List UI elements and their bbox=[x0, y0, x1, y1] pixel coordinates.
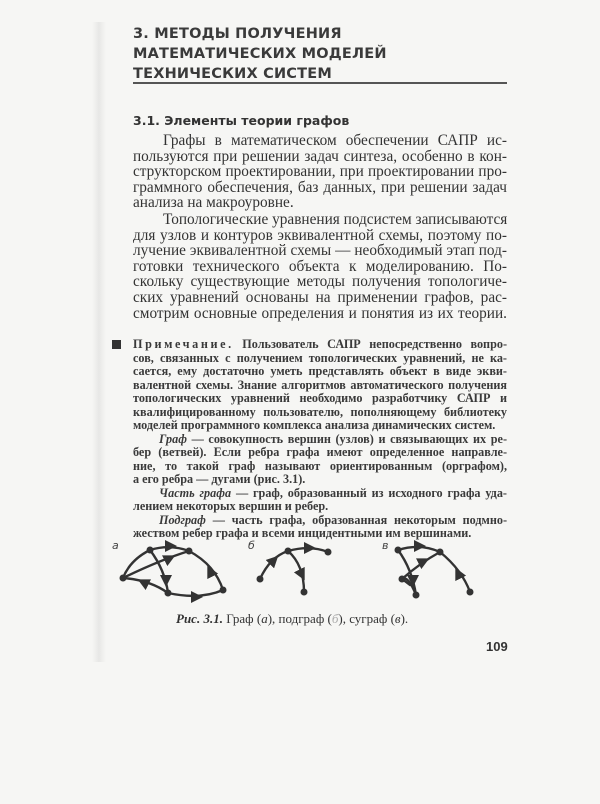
figure-3-1 bbox=[110, 535, 510, 615]
note-block bbox=[133, 338, 507, 541]
text-line: пользуются при решении задач синтеза, особенно в кон- bbox=[133, 147, 507, 165]
chapter-title-line: 3. МЕТОДЫ ПОЛУЧЕНИЯ bbox=[133, 26, 342, 42]
text-line: для узлов и контуров эквивалентной схемы, поэтому по- bbox=[133, 226, 507, 244]
text-line: жеством ребер графа и всеми инцидентными им вершинами. bbox=[133, 526, 472, 540]
page-number: 109 bbox=[486, 639, 508, 654]
text-line: валентной схемы. Знание алгоритмов автоматического получения bbox=[133, 377, 507, 392]
text-line: ских уравнений основаны на применении графов, рас- bbox=[133, 288, 507, 306]
term: Подграф bbox=[159, 512, 206, 527]
definition-subgraph: Подграф — часть графа, образованная некоторым подмно- bbox=[159, 512, 507, 527]
figure-caption: Рис. 3.1. Граф (а), подграф (б), суграф (в). bbox=[176, 611, 409, 626]
text-line: моделей программного комплекса анализа динамических систем. bbox=[133, 418, 496, 432]
note-label: Примечание. bbox=[133, 337, 234, 351]
graph-c bbox=[398, 546, 470, 595]
definition-graph: Граф — совокупность вершин (узлов) и связывающих их ре- bbox=[159, 431, 507, 446]
text-line: сается, ему достаточно уметь представлять объект в виде экви- bbox=[133, 364, 507, 378]
chapter-title bbox=[133, 24, 513, 84]
chapter-title-line: ТЕХНИЧЕСКИХ СИСТЕМ bbox=[133, 66, 332, 82]
text-line: лением некоторых вершин и ребер. bbox=[133, 499, 329, 513]
paragraph-graphs-in-cad bbox=[133, 133, 507, 211]
figure-label-c: в bbox=[382, 539, 389, 552]
text-line: готовки технического объекта к моделированию. По- bbox=[133, 257, 507, 275]
text-line: структорском проектировании, при проектировании про- bbox=[133, 163, 507, 181]
text-line: скольку существующие методы получения топологиче- bbox=[133, 273, 507, 291]
text-line: ние, то такой граф называют ориентированным (орграфом), bbox=[133, 458, 507, 473]
term: Граф bbox=[159, 431, 187, 446]
graph-a bbox=[123, 546, 223, 597]
chapter-title-line: МАТЕМАТИЧЕСКИХ МОДЕЛЕЙ bbox=[133, 46, 387, 62]
term: Часть графа bbox=[159, 485, 232, 500]
text-line: анализа на макроуровне. bbox=[133, 194, 294, 212]
section-title: 3.1. Элементы теории графов bbox=[133, 113, 350, 128]
text-line: сов, связанных с получением топологических уравнений, не ка- bbox=[133, 350, 507, 365]
paragraph-topological-equations bbox=[133, 212, 507, 321]
text-line: квалифицированному пользователю, пополняющему библиотеку bbox=[133, 404, 507, 419]
text-line: Топологические уравнения подсистем записываются bbox=[163, 211, 508, 228]
text-line: смотрим основные определения и понятия из их теории. bbox=[133, 304, 507, 322]
text-line: лучение эквивалентной схемы — необходимый этап под- bbox=[133, 242, 507, 260]
graph-diagrams bbox=[110, 535, 510, 615]
text-line: Графы в математическом обеспечении САПР ис- bbox=[163, 132, 507, 149]
figure-label-b: б bbox=[248, 539, 255, 552]
note-marker-icon bbox=[112, 340, 121, 349]
graph-b bbox=[260, 548, 328, 592]
text-line: бер (ветвей). Если ребра графа имеют определенное направле- bbox=[133, 445, 507, 459]
text-line: граммного обеспечения, баз данных, при решении задач bbox=[133, 178, 507, 196]
text-line: Примечание. Пользователь САПР непосредственно вопро- bbox=[133, 337, 507, 351]
figure-number: Рис. 3.1. bbox=[176, 611, 223, 626]
text-line: топологических уравнений необходимо разработчику САПР и bbox=[133, 391, 507, 405]
chapter-divider bbox=[133, 82, 507, 84]
text-line: а его ребра — дугами (рис. 3.1). bbox=[133, 472, 306, 486]
page-shadow bbox=[92, 22, 106, 662]
definition-part-of-graph: Часть графа — граф, образованный из исходного графа уда- bbox=[159, 485, 507, 500]
figure-label-a: а bbox=[112, 539, 119, 552]
